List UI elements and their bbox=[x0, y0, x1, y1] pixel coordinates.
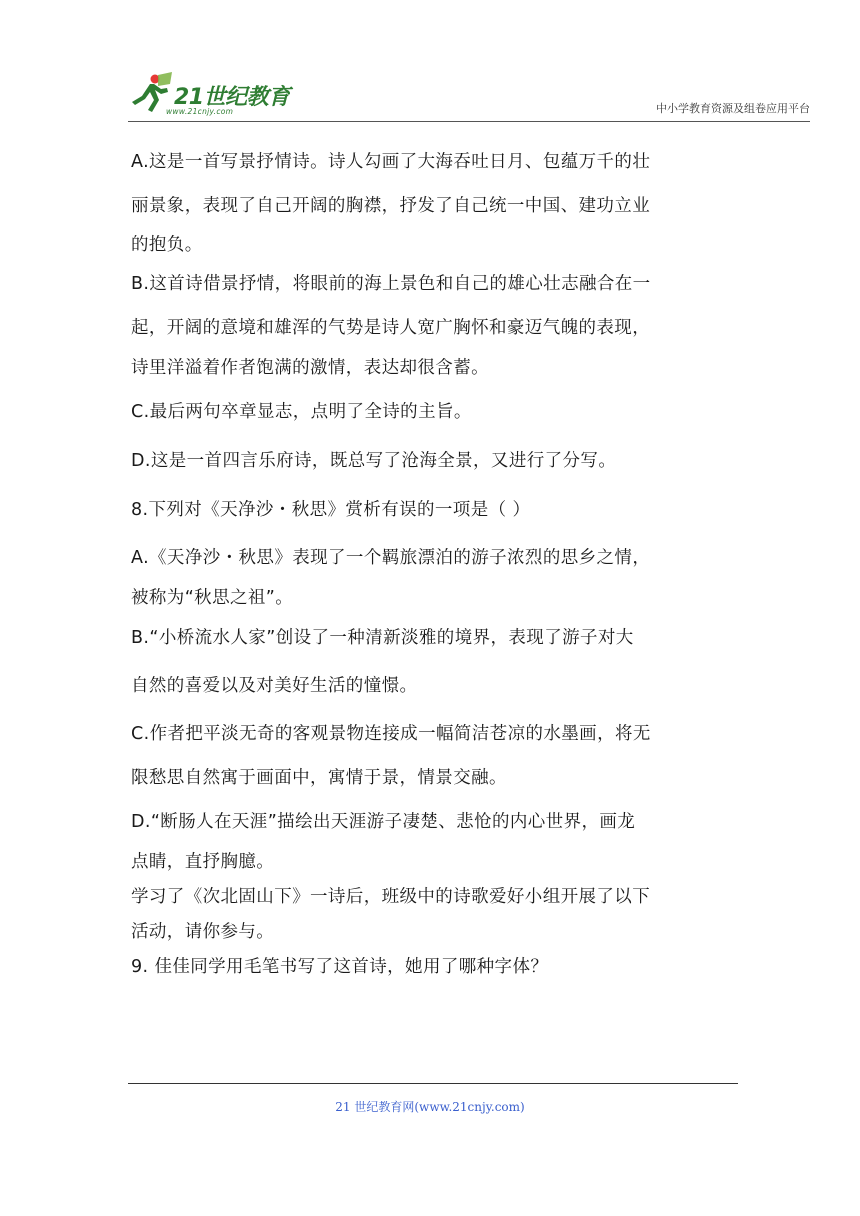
paragraph-q7-a bbox=[131, 140, 741, 262]
text-line: 9. 佳佳同学用毛笔书写了这首诗，她用了哪种字体？ bbox=[131, 957, 549, 977]
logo-text: 21世纪教育 bbox=[174, 85, 290, 110]
text-line: A.这是一首写景抒情诗。诗人勾画了大海吞吐日月、包蕴万千的壮 bbox=[131, 152, 651, 172]
text-line: 8.下列对《天净沙・秋思》赏析有误的一项是（ ） bbox=[131, 500, 531, 520]
paragraph-intro bbox=[131, 880, 741, 950]
text-line: 活动，请你参与。 bbox=[131, 922, 275, 942]
text-line: A.《天净沙・秋思》表现了一个羁旅漂泊的游子浓烈的思乡之情， bbox=[131, 548, 651, 568]
logo bbox=[128, 70, 298, 120]
text-line: B.“小桥流水人家”创设了一种清新淡雅的境界，表现了游子对大 bbox=[131, 628, 634, 648]
platform-name: 中小学教育资源及组卷应用平台 bbox=[656, 102, 810, 115]
footer-text: 21 世纪教育网(www.21cnjy.com) bbox=[335, 1100, 525, 1114]
text-line: C.最后两句卒章显志，点明了全诗的主旨。 bbox=[131, 402, 472, 422]
paragraph-q7-c bbox=[131, 386, 741, 438]
text-line: 被称为“秋思之祖”。 bbox=[131, 588, 294, 608]
document-body bbox=[131, 140, 741, 984]
text-line: C.作者把平淡无奇的客观景物连接成一幅简洁苍凉的水墨画，将无 bbox=[131, 724, 651, 744]
footer-divider bbox=[128, 1083, 738, 1084]
paragraph-q7-d bbox=[131, 438, 741, 484]
paragraph-q9 bbox=[131, 950, 741, 984]
text-line: 丽景象，表现了自己开阔的胸襟，抒发了自己统一中国、建功立业 bbox=[131, 196, 651, 216]
text-line: D.这是一首四言乐府诗，既总写了沧海全景，又进行了分写。 bbox=[131, 451, 617, 471]
text-line: B.这首诗借景抒情，将眼前的海上景色和自己的雄心壮志融合在一 bbox=[131, 274, 651, 294]
logo-url: www.21cnjy.com bbox=[166, 107, 234, 116]
page-header bbox=[128, 70, 810, 122]
text-line: 点睛，直抒胸臆。 bbox=[131, 852, 275, 872]
paragraph-q8-a bbox=[131, 536, 741, 616]
paragraph-q8 bbox=[131, 484, 741, 536]
text-line: 自然的喜爱以及对美好生活的憧憬。 bbox=[131, 676, 418, 696]
paragraph-q7-b bbox=[131, 262, 741, 386]
paragraph-q8-d bbox=[131, 800, 741, 880]
text-line: 限愁思自然寓于画面中，寓情于景，情景交融。 bbox=[131, 768, 507, 788]
text-line: 的抱负。 bbox=[131, 235, 203, 255]
paragraph-q8-b bbox=[131, 616, 741, 712]
text-line: 起，开阔的意境和雄浑的气势是诗人宽广胸怀和豪迈气魄的表现， bbox=[131, 318, 651, 338]
text-line: D.“断肠人在天涯”描绘出天涯游子凄楚、悲怆的内心世界，画龙 bbox=[131, 812, 636, 832]
header-divider bbox=[128, 121, 810, 122]
text-line: 诗里洋溢着作者饱满的激情，表达却很含蓄。 bbox=[131, 358, 489, 378]
paragraph-q8-c bbox=[131, 712, 741, 800]
text-line: 学习了《次北固山下》一诗后，班级中的诗歌爱好小组开展了以下 bbox=[131, 887, 651, 907]
